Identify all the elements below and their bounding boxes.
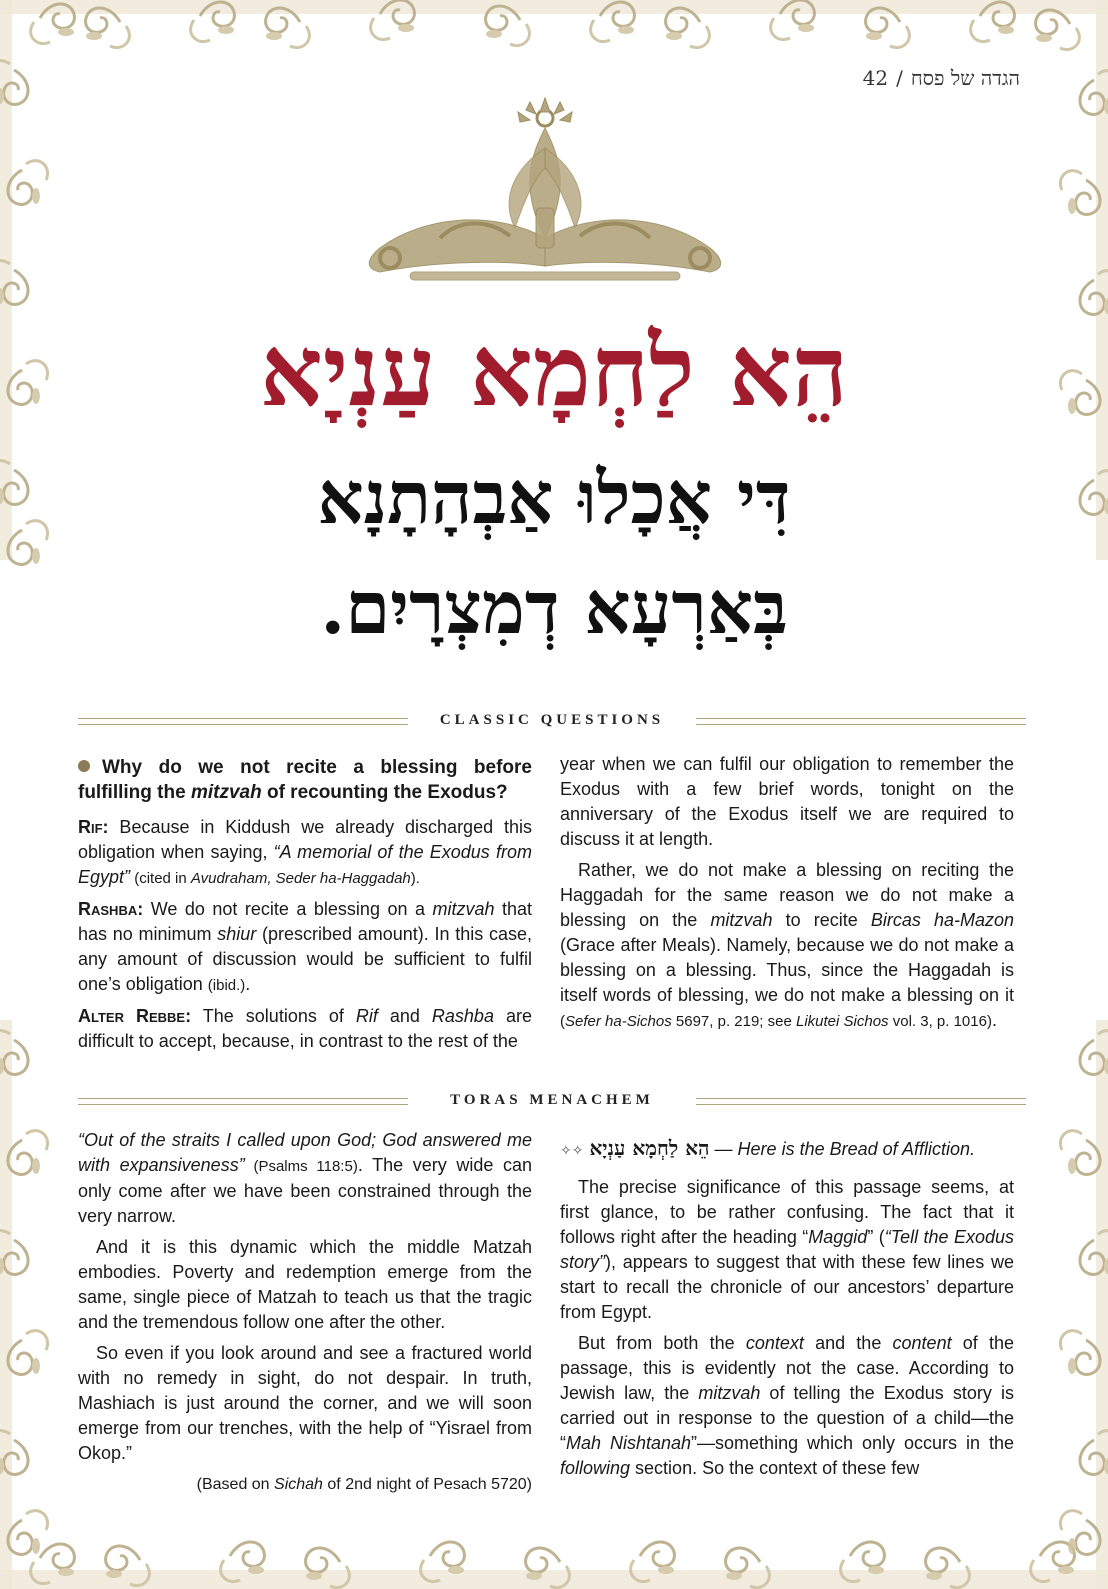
lead-english: — Here is the Bread of Affliction.	[709, 1139, 975, 1159]
page-number: 42	[862, 66, 889, 90]
running-head-separator: /	[896, 66, 903, 90]
classic-questions-heading: CLASSIC QUESTIONS	[439, 712, 665, 728]
title-line-2: דִּי אֲכָלוּ אַבְהָתָנָא	[317, 455, 791, 540]
lead-line	[560, 1136, 1014, 1163]
book-title: הגדה של פסח	[910, 66, 1020, 90]
bullet-icon	[78, 760, 90, 772]
question-heading: Why do we not recite a blessing before fulfilling the mitzvah of recounting the Exodus?	[78, 757, 532, 803]
heading-rule-right	[696, 1098, 1026, 1105]
crown-ornament	[340, 88, 750, 288]
toras-menachem-heading: TORAS MENACHEM	[450, 1092, 654, 1108]
context-paragraph: But from both the context and the content of the passage, this is evidently not the case. According to Jewish law, the mitzvah of telling the Exodus story is carried out in response to the question of a child—the “Mah Nishtanah”—something which only occurs in the following section. So the context of these few	[560, 1333, 1014, 1478]
psalms-paragraph: “Out of the straits I called upon God; God answered me with expansiveness” (Psalms 118:5). The very wide can only come after we have been constrained through the very narrow.	[78, 1130, 532, 1226]
title-line-3: בְּאַרְעָא דְמִצְרָיִם.	[320, 565, 788, 650]
rif-answer: Rif: Because in Kiddush we already discharged this obligation when saying, “A memorial of the Exodus from Egypt” (cited in Avudraham, Seder ha-Haggadah).	[78, 817, 532, 887]
alter-rebbe-conclusion: Rather, we do not make a blessing on reciting the Haggadah for the same reason we do not make a blessing on the mitzvah to recite Bircas ha-Mazon (Grace after Meals). Namely, because we do not make a blessing on a blessing. Thus, since the Haggadah is itself words of blessing, we do not make a blessing on it (Sefer ha-Sichos 5697, p. 219; see Likutei Sichos vol. 3, p. 1016).	[560, 860, 1014, 1030]
alter-rebbe-continued: year when we can fulfil our obligation to remember the Exodus with a few brief words, tonight on the anniversary of the Exodus itself we are required to discuss it at length.	[560, 754, 1014, 849]
classic-questions-header	[78, 712, 1026, 732]
sichah-citation: (Based on Sichah of 2nd night of Pesach 5720)	[196, 1476, 532, 1493]
heading-rule-right	[696, 718, 1026, 725]
alter-rebbe-label: Alter Rebbe:	[78, 1006, 192, 1026]
toras-menachem-header	[78, 1092, 1026, 1112]
title-line-1: הֵא לַחְמָא עַנְיָא	[259, 314, 849, 429]
significance-paragraph: The precise significance of this passage seems, at first glance, to be rather confusing. The fact that it follows right after the heading “Maggid” (“Tell the Exodus story”), appears to suggest that with these few lines we start to recall the chronicle of our ancestors’ departure from Egypt.	[560, 1177, 1014, 1322]
rashba-label: Rashba:	[78, 899, 144, 919]
middle-matzah-paragraph: And it is this dynamic which the middle Matzah embodies. Poverty and redemption emerge from the same, single piece of Matzah to teach us that the tragic and the tremendous follow one after the other.	[78, 1237, 532, 1332]
alter-rebbe-answer: Alter Rebbe: The solutions of Rif and Rashba are difficult to accept, because, in contrast to the rest of the	[78, 1006, 532, 1051]
running-head	[863, 66, 1020, 91]
toras-menachem-right-column	[560, 1136, 1014, 1487]
lead-hebrew: הֵא לַחְמָא עַנְיָא	[589, 1136, 710, 1160]
do-not-despair-paragraph: So even if you look around and see a fractured world with no remedy in sight, do not despair. In truth, Mashiach is just around the corner, and we will soon emerge from our trenches, with the help of “Yisrael from Okop.”	[78, 1343, 532, 1463]
classic-questions-right-column	[560, 752, 1014, 1040]
section-marker-icon: ✧✧	[560, 1142, 584, 1158]
rif-label: Rif:	[78, 817, 109, 837]
toras-menachem-left-column	[78, 1128, 532, 1503]
rashba-answer: Rashba: We do not recite a blessing on a mitzvah that has no minimum shiur (prescribed amount). In this case, any amount of discussion would be sufficient to fulfil one’s obligation (ibid.).	[78, 899, 532, 994]
classic-questions-left-column	[78, 755, 532, 1060]
